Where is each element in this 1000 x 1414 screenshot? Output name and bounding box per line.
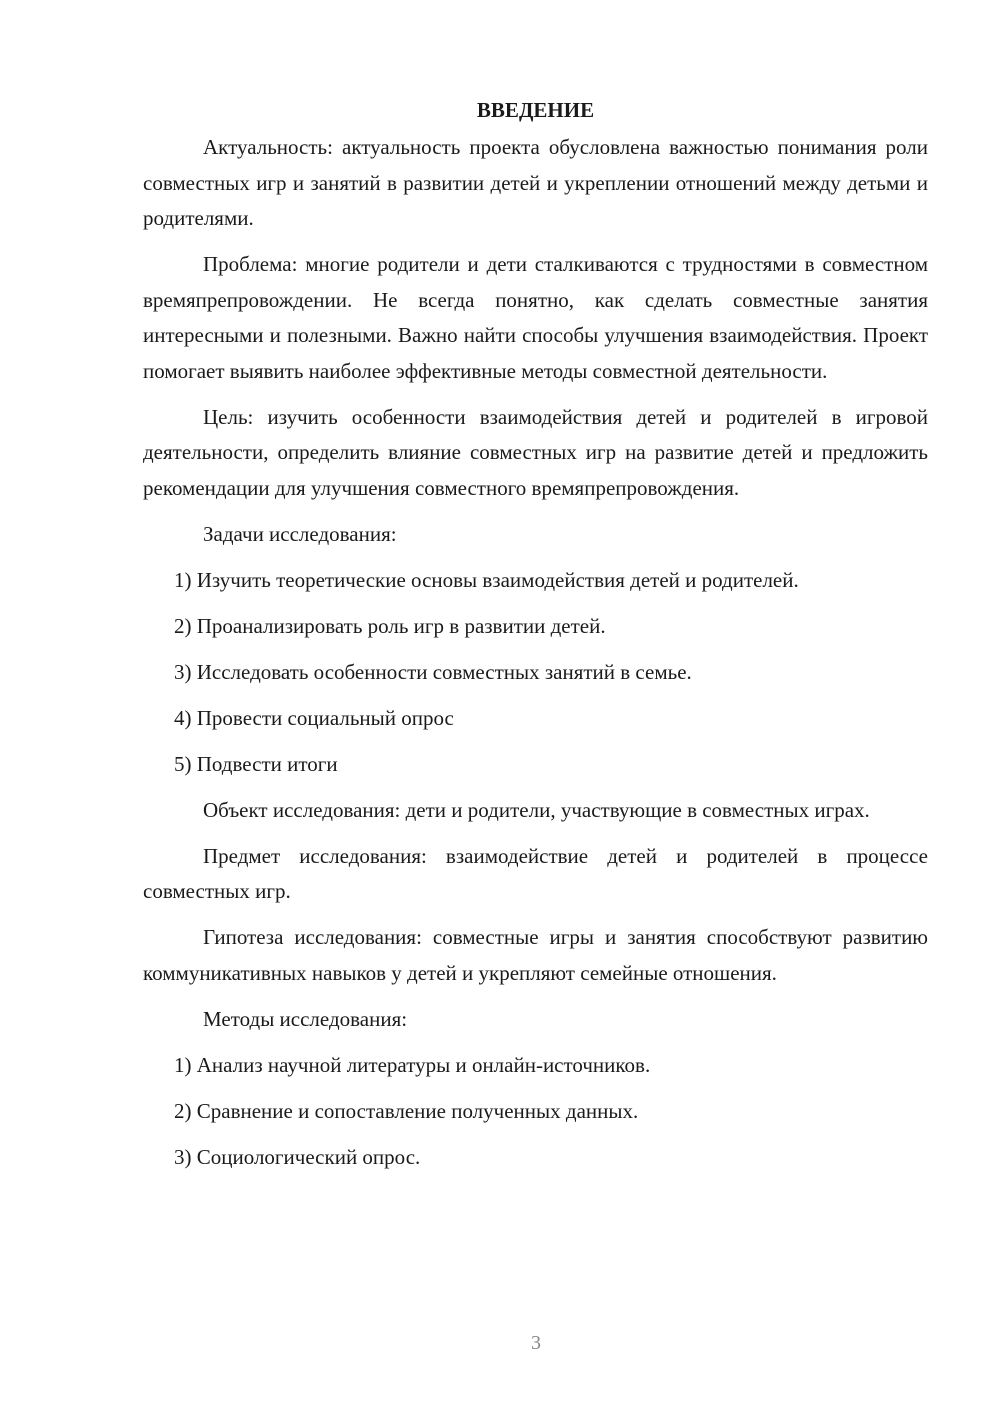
task-item: 4) Провести социальный опрос [174,705,454,730]
task-item: 1) Изучить теоретические основы взаимодействия детей и родителей. [174,567,799,592]
relevance-paragraph: Актуальность: актуальность проекта обусловлена важностью понимания роли совместных игр и занятий в развитии детей и укреплении отношений между детьми и родителями. [143,135,928,230]
object-paragraph: Объект исследования: дети и родители, участвующие в совместных играх. [203,797,870,822]
task-item: 2) Проанализировать роль игр в развитии детей. [174,613,606,638]
document-page [143,92,928,1186]
page-number: 3 [531,1332,541,1354]
method-item: 1) Анализ научной литературы и онлайн-источников. [174,1052,651,1077]
methods-heading: Методы исследования: [203,1006,408,1031]
problem-paragraph: Проблема: многие родители и дети сталкиваются с трудностями в совместном времяпрепровождении. Не всегда понятно, как сделать совместные занятия интересными и полезными. Важно найти способы улучшения взаимодействия. Проект помогает выявить наиболее эффективные методы совместной деятельности. [143,252,928,383]
tasks-heading: Задачи исследования: [203,521,397,546]
method-item: 2) Сравнение и сопоставление полученных данных. [174,1098,639,1123]
goal-paragraph: Цель: изучить особенности взаимодействия детей и родителей в игровой деятельности, определить влияние совместных игр на развитие детей и предложить рекомендации для улучшения совместного времяпрепровождения. [143,404,928,500]
task-item: 5) Подвести итоги [174,751,338,776]
method-item: 3) Социологический опрос. [174,1144,421,1169]
subject-paragraph: Предмет исследования: взаимодействие детей и родителей в процессе совместных игр. [143,843,928,903]
section-title: ВВЕДЕНИЕ [476,98,595,122]
hypothesis-paragraph: Гипотеза исследования: совместные игры и занятия способствуют развитию коммуникативных навыков у детей и укрепляют семейные отношения. [143,925,928,985]
task-item: 3) Исследовать особенности совместных занятий в семье. [174,659,692,684]
